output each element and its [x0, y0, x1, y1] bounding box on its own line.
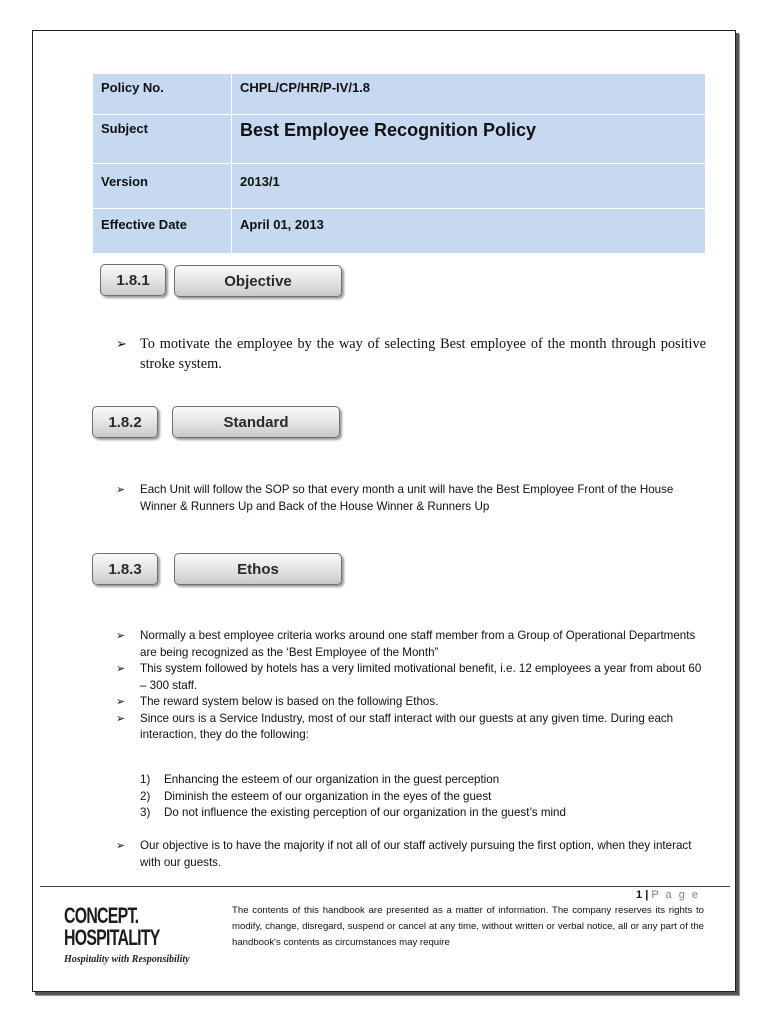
section-number-objective: 1.8.1	[100, 264, 166, 296]
policy-label: Subject	[93, 115, 232, 164]
policy-label: Policy No.	[93, 74, 232, 115]
ethos-closing	[116, 838, 706, 871]
logo-line-1: CONCEPT.	[64, 903, 139, 928]
arrow-bullet-icon: ➢	[116, 630, 126, 642]
policy-label: Effective Date	[93, 209, 232, 254]
arrow-bullet-icon: ➢	[116, 663, 126, 675]
list-item: 2) Diminish the esteem of our organization in the eyes of the guest	[140, 789, 492, 803]
objective-bullets	[116, 334, 706, 374]
ethos-bullets	[116, 628, 706, 744]
logo-tagline: Hospitality with Responsibility	[64, 954, 190, 965]
list-item: ➢ Since ours is a Service Industry, most of our staff interact with our guests at any given time. During each interaction, they do the following:	[116, 711, 674, 741]
list-item: 1) Enhancing the esteem of our organization in the guest perception	[140, 773, 500, 786]
section-title-objective: Objective	[174, 265, 342, 297]
arrow-bullet-icon: ➢	[116, 712, 126, 725]
arrow-bullet-icon: ➢	[116, 696, 126, 708]
logo-line-2: HOSPITALITY	[64, 925, 160, 950]
section-title-standard: Standard	[172, 406, 340, 438]
list-item: ➢ Each Unit will follow the SOP so that every month a unit will have the Best Employee Front of the House Winner & Runners Up and Back of the House Winner & Runners Up	[116, 483, 674, 513]
footer-disclaimer: The contents of this handbook are presented as a matter of information. The company reserves its rights to modify, change, disregard, suspend or cancel at any time, without written or verbal notice, all or any part of the handbook's contents as circumstances may require	[232, 905, 704, 948]
list-item: ➢ To motivate the employee by the way of selecting Best employee of the month through positive stroke system.	[116, 336, 706, 372]
policy-row-number	[93, 74, 705, 115]
ethos-numbered-list	[140, 772, 700, 822]
policy-row-subject	[93, 115, 705, 164]
standard-bullets	[116, 482, 706, 515]
policy-value: CHPL/CP/HR/P-IV/1.8	[232, 74, 706, 115]
section-number-ethos: 1.8.3	[92, 553, 158, 585]
policy-value: April 01, 2013	[232, 209, 706, 254]
arrow-bullet-icon: ➢	[116, 336, 127, 351]
arrow-bullet-icon: ➢	[116, 484, 126, 496]
policy-row-effective-date	[93, 209, 705, 254]
policy-row-version	[93, 164, 705, 209]
list-item: ➢ Normally a best employee criteria works around one staff member from a Group of Operational Departments are being recognized as the ‘Best Employee of the Month”	[116, 629, 696, 659]
policy-label: Version	[93, 164, 232, 209]
policy-info-table	[93, 74, 705, 254]
company-logo	[64, 903, 190, 977]
footer-divider	[40, 886, 730, 887]
list-item: ➢ Our objective is to have the majority if not all of our staff actively pursuing the first option, when they interact with our guests.	[116, 839, 692, 869]
section-title-ethos: Ethos	[174, 553, 342, 585]
policy-subject-title: Best Employee Recognition Policy	[232, 115, 706, 164]
list-item: 3) Do not influence the existing perception of our organization in the guest’s mind	[140, 806, 566, 819]
list-item: ➢ This system followed by hotels has a very limited motivational benefit, i.e. 12 employees a year from about 60 – 300 staff.	[116, 662, 702, 692]
policy-value: 2013/1	[232, 164, 706, 209]
section-number-standard: 1.8.2	[92, 406, 158, 438]
page-number: 1 | P a g e	[636, 889, 700, 901]
list-item: ➢ The reward system below is based on the following Ethos.	[116, 694, 706, 711]
arrow-bullet-icon: ➢	[116, 840, 126, 852]
